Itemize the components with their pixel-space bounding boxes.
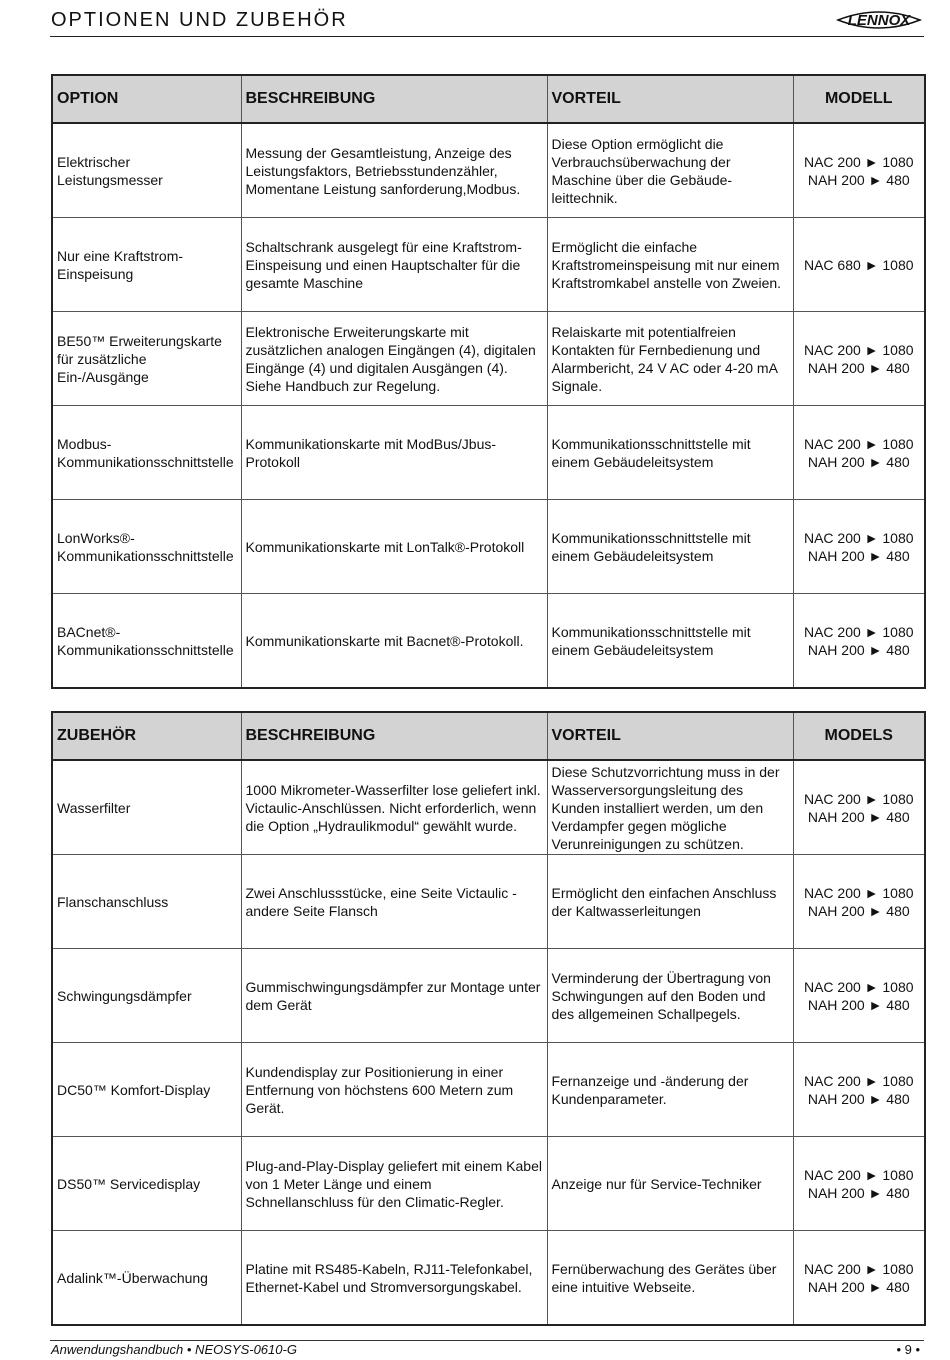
column-header: OPTION	[52, 75, 241, 123]
table-row	[52, 500, 925, 594]
lennox-logo	[834, 8, 924, 32]
cell-benefit: Ermöglicht den einfachen Anschluss der Kaltwasserleitungen	[547, 855, 793, 949]
model-range: NAC 200 ► 1080	[803, 435, 914, 452]
model-range: NAH 200 ► 480	[807, 902, 910, 919]
cell-benefit: Kommunikationsschnittstelle mit einem Gebäudeleitsystem	[547, 500, 793, 594]
model-range: NAH 200 ► 480	[807, 1278, 910, 1295]
table-row	[52, 312, 925, 406]
cell-name: LonWorks®-Kommunikationsschnittstelle	[52, 500, 241, 594]
model-range: NAC 200 ► 1080	[803, 1072, 914, 1089]
cell-name: Wasserfilter	[52, 760, 241, 855]
cell-benefit: Ermöglicht die einfache Kraftstromeinspeisung mit nur einem Kraftstromkabel anstelle von Zweien.	[547, 218, 793, 312]
cell-benefit: Anzeige nur für Service-Techniker	[547, 1137, 793, 1231]
model-range: NAC 200 ► 1080	[803, 884, 914, 901]
model-range: NAC 200 ► 1080	[803, 1260, 914, 1277]
model-range: NAC 200 ► 1080	[803, 623, 914, 640]
column-header: BESCHREIBUNG	[241, 75, 547, 123]
cell-models	[793, 949, 925, 1043]
model-range: NAH 200 ► 480	[807, 641, 910, 658]
cell-description: Kundendisplay zur Positionierung in einer Entfernung von höchstens 600 Metern zum Gerät.	[241, 1043, 547, 1137]
page-title: OPTIONEN UND ZUBEHÖR	[51, 9, 348, 31]
cell-benefit: Kommunikationsschnittstelle mit einem Gebäudeleitsystem	[547, 594, 793, 689]
cell-benefit: Fernanzeige und -änderung der Kundenparameter.	[547, 1043, 793, 1137]
model-range: NAH 200 ► 480	[807, 996, 910, 1013]
cell-name: DC50™ Komfort-Display	[52, 1043, 241, 1137]
page-header	[50, 6, 924, 37]
table-row	[52, 949, 925, 1043]
cell-description: Messung der Gesamtleistung, Anzeige des Leistungsfaktors, Betriebsstundenzähler, Momentane Leistung sanforderung,Modbus.	[241, 123, 547, 218]
model-range: NAC 200 ► 1080	[803, 1166, 914, 1183]
table-row	[52, 406, 925, 500]
page-number: • 9 •	[896, 1342, 920, 1357]
table-row	[52, 594, 925, 689]
cell-description: Gummischwingungsdämpfer zur Montage unter dem Gerät	[241, 949, 547, 1043]
cell-name: Schwingungsdämpfer	[52, 949, 241, 1043]
model-range: NAH 200 ► 480	[807, 1184, 910, 1201]
table-row	[52, 760, 925, 855]
model-range: NAH 200 ► 480	[807, 808, 910, 825]
table-row	[52, 123, 925, 218]
cell-models	[793, 218, 925, 312]
table-row	[52, 1137, 925, 1231]
cell-benefit: Kommunikationsschnittstelle mit einem Gebäudeleitsystem	[547, 406, 793, 500]
cell-name: Modbus-Kommunikationsschnittstelle	[52, 406, 241, 500]
model-range: NAC 680 ► 1080	[803, 256, 914, 273]
model-range: NAH 200 ► 480	[807, 1090, 910, 1107]
model-range: NAH 200 ► 480	[807, 547, 910, 564]
accessories-table	[51, 711, 926, 1326]
cell-name: BACnet®-Kommunikationsschnittstelle	[52, 594, 241, 689]
cell-description: Platine mit RS485-Kabeln, RJ11-Telefonkabel, Ethernet-Kabel und Stromversorgungskabel.	[241, 1231, 547, 1326]
cell-models	[793, 500, 925, 594]
column-header: VORTEIL	[547, 75, 793, 123]
cell-models	[793, 406, 925, 500]
cell-description: Kommunikationskarte mit Bacnet®-Protokoll.	[241, 594, 547, 689]
model-range: NAH 200 ► 480	[807, 453, 910, 470]
cell-name: BE50™ Erweiterungskarte für zusätzliche Ein-/Ausgänge	[52, 312, 241, 406]
cell-description: Elektronische Erweiterungskarte mit zusätzlichen analogen Eingängen (4), digitalen Eingänge (4) und digitalen Ausgängen (4). Siehe Handbuch zur Regelung.	[241, 312, 547, 406]
cell-description: Kommunikationskarte mit ModBus/Jbus-Protokoll	[241, 406, 547, 500]
cell-models	[793, 312, 925, 406]
cell-models	[793, 760, 925, 855]
cell-models	[793, 123, 925, 218]
cell-models	[793, 1137, 925, 1231]
model-range: NAC 200 ► 1080	[803, 978, 914, 995]
table-row	[52, 1043, 925, 1137]
model-range: NAC 200 ► 1080	[803, 153, 914, 170]
model-range: NAC 200 ► 1080	[803, 529, 914, 546]
cell-description: Zwei Anschlussstücke, eine Seite Victaulic - andere Seite Flansch	[241, 855, 547, 949]
cell-benefit: Relaiskarte mit potentialfreien Kontakten für Fernbedienung und Alarmbericht, 24 V AC oder 4-20 mA Signale.	[547, 312, 793, 406]
column-header: VORTEIL	[547, 712, 793, 760]
model-range: NAH 200 ► 480	[807, 171, 910, 188]
cell-models	[793, 1043, 925, 1137]
column-header: MODELL	[793, 75, 925, 123]
table-row	[52, 855, 925, 949]
table-row	[52, 1231, 925, 1326]
column-header: ZUBEHÖR	[52, 712, 241, 760]
cell-description: Plug-and-Play-Display geliefert mit einem Kabel von 1 Meter Länge und einem Schnellanschluss für den Climatic-Regler.	[241, 1137, 547, 1231]
cell-name: Nur eine Kraftstrom-Einspeisung	[52, 218, 241, 312]
cell-models	[793, 594, 925, 689]
cell-benefit: Diese Schutzvorrichtung muss in der Wasserversorgungsleitung des Kunden installiert werden, um den Verdampfer gegen mögliche Verunreinigungen zu schützen.	[547, 760, 793, 855]
cell-description: 1000 Mikrometer-Wasserfilter lose geliefert inkl. Victaulic-Anschlüssen. Nicht erforderlich, wenn die Option „Hydraulikmodul“ gewählt wurde.	[241, 760, 547, 855]
options-table	[51, 74, 926, 689]
model-range: NAC 200 ► 1080	[803, 790, 914, 807]
document-reference: Anwendungshandbuch • NEOSYS-0610-G	[51, 1342, 297, 1357]
cell-models	[793, 855, 925, 949]
cell-name: Elektrischer Leistungsmesser	[52, 123, 241, 218]
svg-text:LENNOX: LENNOX	[847, 12, 911, 29]
cell-benefit: Diese Option ermöglicht die Verbrauchsüberwachung der Maschine über die Gebäude-leittechnik.	[547, 123, 793, 218]
model-range: NAC 200 ► 1080	[803, 341, 914, 358]
cell-name: Adalink™-Überwachung	[52, 1231, 241, 1326]
cell-benefit: Verminderung der Übertragung von Schwingungen auf den Boden und des allgemeinen Schallpegels.	[547, 949, 793, 1043]
cell-description: Kommunikationskarte mit LonTalk®-Protokoll	[241, 500, 547, 594]
cell-benefit: Fernüberwachung des Gerätes über eine intuitive Webseite.	[547, 1231, 793, 1326]
cell-name: DS50™ Servicedisplay	[52, 1137, 241, 1231]
column-header: BESCHREIBUNG	[241, 712, 547, 760]
model-range: NAH 200 ► 480	[807, 359, 910, 376]
cell-description: Schaltschrank ausgelegt für eine Kraftstrom-Einspeisung und einen Hauptschalter für die gesamte Maschine	[241, 218, 547, 312]
cell-models	[793, 1231, 925, 1326]
column-header: MODELS	[793, 712, 925, 760]
table-row	[52, 218, 925, 312]
page-footer	[50, 1340, 924, 1357]
cell-name: Flanschanschluss	[52, 855, 241, 949]
